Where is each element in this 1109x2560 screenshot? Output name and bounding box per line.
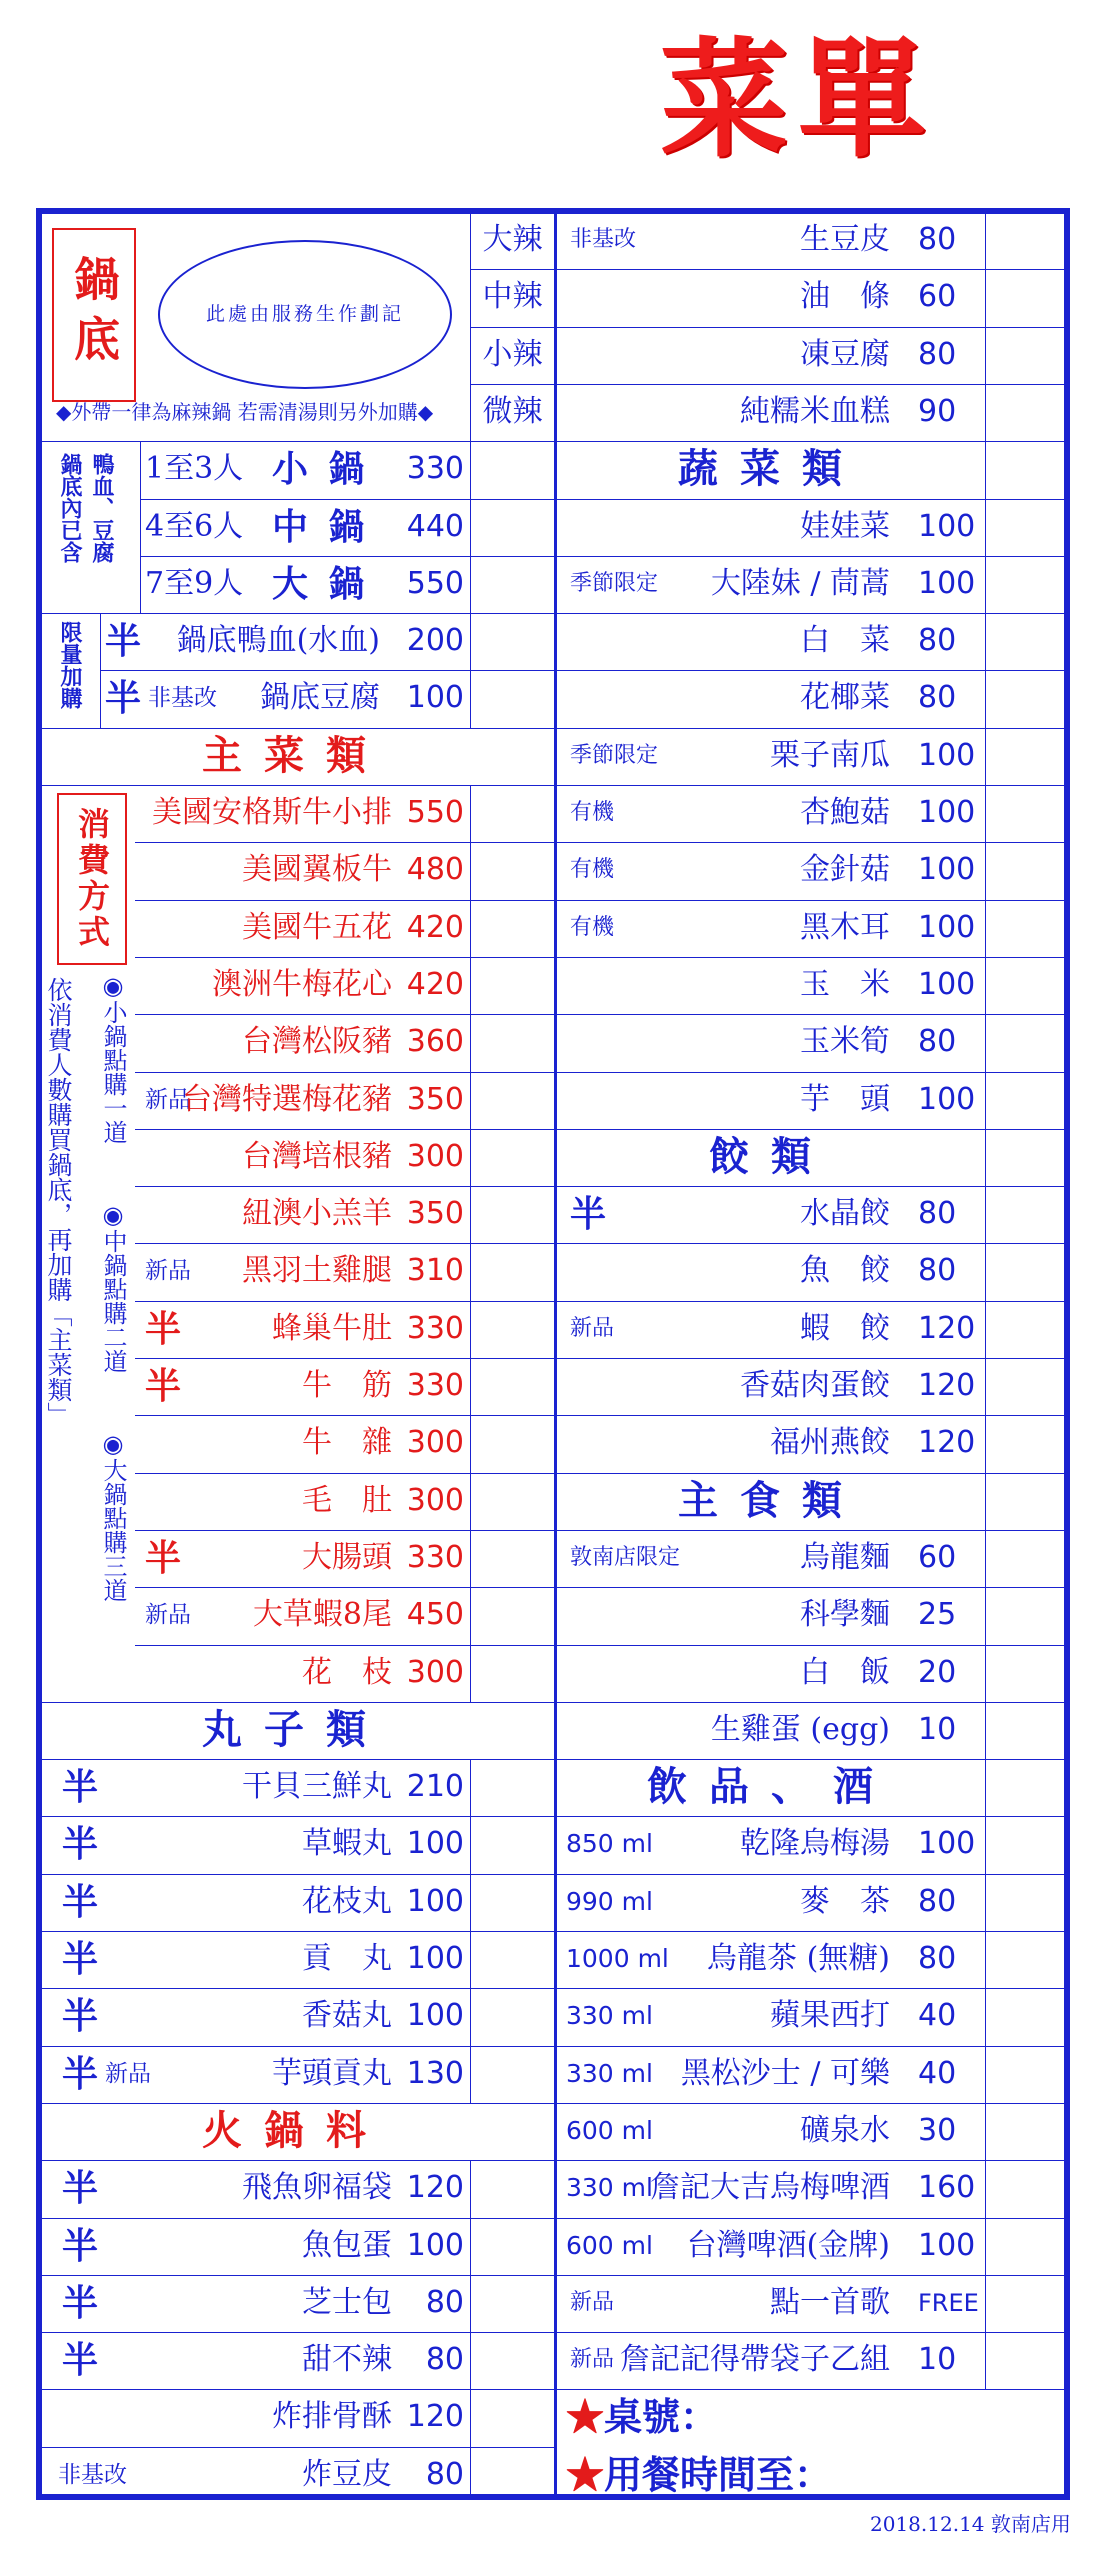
item-note: 新品 — [145, 1086, 191, 1113]
pot-size: 中 鍋 — [272, 505, 369, 548]
item-price: 80 — [918, 1024, 957, 1060]
item-name: 台灣特選梅花豬 — [182, 1081, 392, 1117]
star-icon: ★ — [566, 2451, 605, 2497]
item-price: 80 — [918, 623, 957, 659]
item-name: 芋頭貢丸 — [272, 2055, 392, 2091]
item-name: 香菇丸 — [302, 1998, 392, 2034]
item-price: 120 — [918, 1425, 976, 1461]
item-price: 100 — [406, 2227, 464, 2263]
spicy-level-3: 微辣 — [482, 393, 543, 429]
item-name: 芋 頭 — [800, 1081, 890, 1117]
item-name: 甜不辣 — [302, 2342, 392, 2378]
dumplings-header: 餃類 — [709, 1132, 833, 1180]
consume-rule-2: ◉大鍋點購三道 — [99, 1430, 127, 1603]
item-name: 紐澳小羔羊 — [242, 1196, 392, 1232]
item-note: 新品 — [570, 1315, 615, 1341]
drinks-header: 飲品、酒 — [647, 1763, 895, 1811]
item-price: 120 — [406, 2399, 464, 2435]
item-name: 花 枝 — [302, 1654, 392, 1690]
item-price: 300 — [406, 1482, 464, 1518]
half-portion-icon: 半 — [62, 2224, 99, 2267]
fixings-header: 火鍋料 — [202, 2106, 388, 2154]
item-price: 80 — [918, 336, 957, 372]
item-price: 420 — [406, 966, 464, 1002]
item-name: 貢 丸 — [302, 1941, 392, 1976]
drink-price: 30 — [918, 2112, 957, 2148]
item-price: 210 — [406, 1769, 464, 1805]
item-price: 100 — [918, 966, 976, 1002]
item-note: 季節限定 — [570, 742, 659, 768]
item-name: 芝士包 — [302, 2284, 392, 2320]
item-name: 鍋底鴨血(水血) — [176, 623, 380, 659]
balls-header: 丸子類 — [202, 1705, 388, 1753]
included-items: 鴨血、豆腐 — [89, 453, 115, 564]
item-name: 美國安格斯牛小排 — [152, 795, 392, 830]
item-name: 玉米筍 — [800, 1024, 890, 1060]
item-name: 大腸頭 — [302, 1539, 392, 1575]
item-price: 100 — [918, 565, 976, 601]
drink-volume: 330 ml — [566, 2001, 653, 2031]
drink-price: 40 — [918, 1998, 957, 2034]
half-portion-icon: 半 — [62, 1766, 99, 1809]
half-portion-icon: 半 — [145, 1365, 182, 1407]
item-price: 330 — [406, 1368, 464, 1403]
item-note: 新品 — [145, 1602, 191, 1629]
item-name: 栗子南瓜 — [770, 737, 890, 773]
main-header: 主菜類 — [202, 731, 388, 779]
limited-label: 限量加購 — [57, 621, 83, 710]
drink-volume: 1000 ml — [566, 1944, 669, 1973]
item-name: 草蝦丸 — [302, 1826, 392, 1862]
status-oval: 此處由服務生作劃記 — [158, 240, 452, 389]
footer-date: 2018.12.14 敦南店用 — [870, 2512, 1071, 2536]
item-name: 鍋底豆腐 — [260, 680, 380, 716]
staples-header: 主食類 — [678, 1476, 864, 1524]
drink-name: 乾隆烏梅湯 — [740, 1826, 890, 1862]
item-name: 澳洲牛梅花心 — [212, 966, 392, 1002]
item-price: 300 — [406, 1138, 464, 1174]
pot-price: 550 — [406, 565, 464, 601]
spicy-level-1: 中辣 — [482, 279, 543, 315]
pot-size: 大 鍋 — [272, 562, 369, 605]
item-name: 烏龍麵 — [800, 1539, 890, 1575]
drink-name: 烏龍茶 (無糖) — [707, 1941, 890, 1976]
menu-title: 菜單 — [660, 25, 937, 175]
item-name: 干貝三鮮丸 — [242, 1769, 392, 1805]
item-price: 120 — [918, 1368, 976, 1403]
consume-rule-0: ◉小鍋點購一道 — [99, 971, 127, 1144]
item-price: 360 — [406, 1024, 464, 1060]
hotpot-notice: ◆外帶一律為麻辣鍋 若需清湯則另外加購◆ — [56, 399, 434, 424]
item-note: 新品 — [105, 2060, 151, 2087]
item-name: 油 條 — [800, 279, 890, 315]
item-name: 點一首歌 — [770, 2284, 890, 2320]
item-price: 120 — [918, 1310, 976, 1346]
item-price: FREE — [918, 2288, 979, 2317]
item-price: 10 — [918, 1711, 957, 1747]
drink-name: 蘋果西打 — [770, 1998, 890, 2034]
item-name: 毛 肚 — [302, 1482, 392, 1518]
drink-volume: 990 ml — [566, 1886, 653, 1916]
item-price: 80 — [918, 1196, 957, 1232]
item-name: 白 菜 — [800, 623, 890, 659]
spicy-level-0: 大辣 — [482, 222, 543, 257]
half-portion-icon: 半 — [62, 2339, 99, 2382]
item-name: 台灣松阪豬 — [242, 1024, 392, 1060]
item-note: 有機 — [570, 857, 615, 883]
half-portion-icon: 半 — [62, 2167, 99, 2210]
drink-price: 40 — [918, 2055, 957, 2091]
pot-price: 330 — [406, 451, 464, 487]
item-name: 詹記記得帶袋子乙組 — [620, 2342, 890, 2378]
item-price: 420 — [406, 909, 464, 945]
item-note: 非基改 — [570, 227, 637, 252]
item-price: 300 — [406, 1425, 464, 1461]
item-price: 330 — [406, 1539, 464, 1575]
item-price: 350 — [406, 1196, 464, 1232]
star-icon: ★ — [566, 2394, 605, 2440]
pot-size: 小 鍋 — [272, 448, 369, 491]
column-divider — [985, 212, 986, 2389]
consume-desc: 依消費人數購買鍋底，再加購「主菜類」 — [44, 976, 73, 1427]
half-portion-icon: 半 — [570, 1193, 607, 1236]
item-price: 80 — [918, 680, 957, 716]
drink-name: 黑松沙士 / 可樂 — [680, 2055, 890, 2091]
drink-price: 100 — [918, 2227, 976, 2263]
item-price: 100 — [406, 1883, 464, 1919]
item-name: 台灣培根豬 — [242, 1138, 392, 1174]
drink-volume: 600 ml — [566, 2230, 653, 2260]
item-price: 100 — [406, 680, 464, 716]
item-price: 20 — [918, 1654, 957, 1690]
item-note: 非基改 — [58, 2461, 127, 2488]
drink-price: 80 — [918, 1883, 957, 1919]
item-price: 100 — [406, 1941, 464, 1976]
item-name: 杏鮑菇 — [800, 795, 890, 830]
drink-name: 詹記大吉烏梅啤酒 — [650, 2170, 890, 2206]
item-name: 牛 筋 — [302, 1368, 392, 1403]
consume-label: 消費方式 — [57, 793, 127, 965]
item-price: 80 — [425, 2456, 464, 2492]
item-name: 魚包蛋 — [302, 2227, 392, 2263]
drink-name: 礦泉水 — [800, 2112, 890, 2148]
item-name: 大陸妹 / 茼蒿 — [710, 565, 890, 601]
item-name: 大草蝦8尾 — [252, 1597, 392, 1633]
consume-rule-1: ◉中鍋點購二道 — [99, 1201, 127, 1374]
veg-header: 蔬菜類 — [678, 445, 864, 493]
item-name: 科學麵 — [800, 1597, 890, 1633]
item-name: 白 飯 — [800, 1654, 890, 1690]
pot-price: 440 — [406, 508, 464, 544]
item-price: 480 — [406, 852, 464, 888]
item-price: 90 — [918, 393, 957, 429]
item-name: 美國牛五花 — [242, 909, 392, 945]
item-note: 有機 — [570, 800, 615, 825]
item-name: 生雞蛋 (egg) — [710, 1711, 890, 1747]
item-name: 福州燕餃 — [770, 1425, 890, 1461]
item-note: 非基改 — [148, 685, 217, 712]
item-price: 130 — [406, 2055, 464, 2091]
item-price: 25 — [918, 1597, 957, 1633]
drink-price: 100 — [918, 1826, 976, 1862]
item-price: 80 — [918, 1253, 957, 1289]
column-divider — [470, 785, 471, 1702]
half-portion-icon: 半 — [145, 1307, 182, 1350]
item-price: 310 — [406, 1253, 464, 1289]
half-portion-icon: 半 — [62, 2281, 99, 2324]
half-portion-icon: 半 — [62, 1823, 99, 1866]
item-name: 純糯米血糕 — [740, 393, 890, 429]
drink-volume: 600 ml — [566, 2115, 653, 2145]
hotpot-label: 鍋底 — [52, 228, 136, 402]
item-name: 蝦 餃 — [800, 1310, 890, 1346]
column-divider — [140, 441, 141, 613]
column-divider — [470, 1759, 471, 2103]
item-name: 香菇肉蛋餃 — [740, 1368, 890, 1403]
item-price: 300 — [406, 1654, 464, 1690]
item-price: 100 — [918, 795, 976, 830]
item-price: 100 — [918, 508, 976, 544]
included-label: 鍋底內已含 — [57, 453, 83, 564]
item-price: 450 — [406, 1597, 464, 1633]
item-name: 黑羽土雞腿 — [242, 1253, 392, 1289]
dining-time-label: ★用餐時間至： — [566, 2451, 833, 2497]
item-price: 80 — [425, 2342, 464, 2378]
item-price: 80 — [918, 222, 957, 257]
half-portion-icon: 半 — [105, 677, 142, 720]
item-price: 10 — [918, 2342, 957, 2378]
column-divider — [470, 2160, 471, 2498]
drink-volume: 330 ml — [566, 2173, 653, 2203]
item-name: 炸豆皮 — [302, 2456, 392, 2492]
drink-price: 160 — [918, 2170, 976, 2206]
item-name: 生豆皮 — [800, 222, 890, 257]
item-price: 200 — [406, 623, 464, 659]
item-price: 100 — [918, 909, 976, 945]
item-price: 100 — [406, 1826, 464, 1862]
item-name: 娃娃菜 — [800, 508, 890, 544]
item-name: 炸排骨酥 — [272, 2399, 392, 2435]
item-name: 黑木耳 — [800, 909, 890, 945]
item-name: 凍豆腐 — [800, 336, 890, 372]
item-price: 100 — [406, 1998, 464, 2034]
item-name: 魚 餃 — [800, 1253, 890, 1289]
item-note: 新品 — [570, 2347, 615, 2373]
item-name: 水晶餃 — [800, 1196, 890, 1232]
pot-people: 4至6人 — [145, 508, 244, 544]
pot-people: 7至9人 — [145, 565, 244, 601]
half-portion-icon: 半 — [62, 1995, 99, 2038]
item-price: 60 — [918, 279, 957, 315]
item-name: 花枝丸 — [302, 1883, 392, 1919]
table-number-label: ★桌號： — [566, 2394, 719, 2440]
half-portion-icon: 半 — [105, 620, 142, 663]
drink-volume: 850 ml — [566, 1829, 653, 1859]
item-note: 新品 — [145, 1258, 191, 1285]
half-portion-icon: 半 — [145, 1536, 182, 1579]
item-name: 蜂巢牛肚 — [272, 1310, 392, 1346]
pot-people: 1至3人 — [145, 451, 244, 487]
item-name: 牛 雜 — [302, 1425, 392, 1461]
item-note: 有機 — [570, 914, 615, 940]
item-price: 330 — [406, 1310, 464, 1346]
item-name: 金針菇 — [800, 852, 890, 888]
drink-name: 台灣啤酒(金牌) — [686, 2227, 890, 2263]
item-name: 玉 米 — [800, 966, 890, 1002]
item-price: 100 — [918, 852, 976, 888]
item-price: 120 — [406, 2170, 464, 2206]
spicy-level-2: 小辣 — [482, 336, 543, 372]
half-portion-icon: 半 — [62, 2052, 99, 2095]
item-note: 季節限定 — [570, 570, 659, 596]
column-divider — [470, 441, 471, 728]
drink-name: 麥 茶 — [800, 1883, 890, 1919]
item-price: 350 — [406, 1081, 464, 1117]
half-portion-icon: 半 — [62, 1880, 99, 1923]
item-price: 100 — [918, 1081, 976, 1117]
item-price: 100 — [918, 737, 976, 773]
item-price: 80 — [425, 2284, 464, 2320]
item-price: 60 — [918, 1539, 957, 1575]
drink-price: 80 — [918, 1941, 957, 1976]
item-price: 550 — [406, 795, 464, 830]
item-name: 飛魚卵福袋 — [242, 2170, 392, 2206]
item-note: 新品 — [570, 2289, 615, 2315]
item-name: 花椰菜 — [800, 680, 890, 716]
half-portion-icon: 半 — [62, 1938, 99, 1980]
drink-volume: 330 ml — [566, 2058, 653, 2088]
item-note: 敦南店限定 — [570, 1544, 681, 1570]
item-name: 美國翼板牛 — [242, 852, 392, 888]
